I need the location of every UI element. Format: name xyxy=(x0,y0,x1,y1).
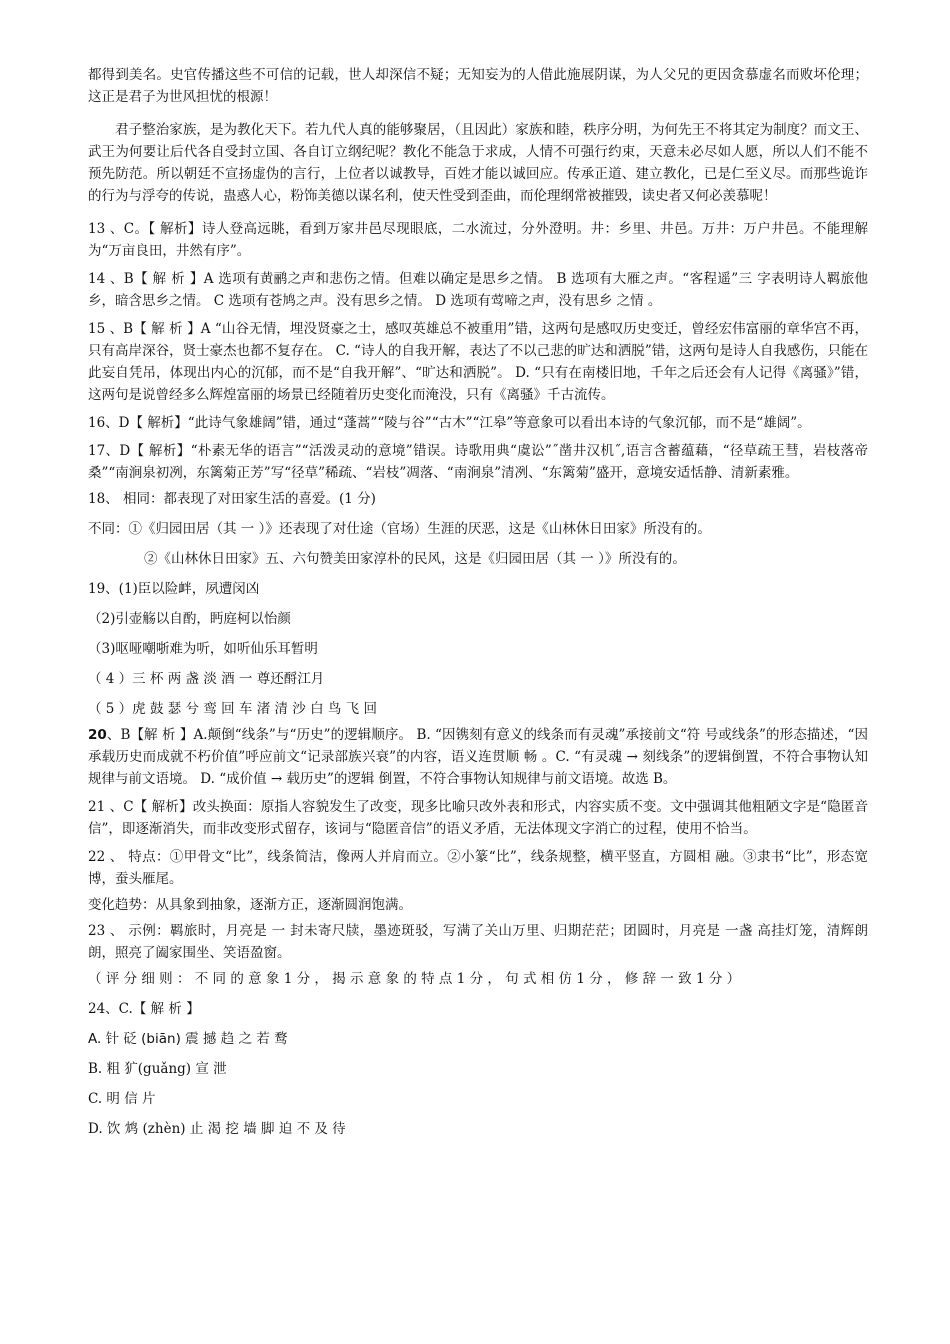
answer-20-number: 20 xyxy=(88,727,107,743)
answer-19-line-2: （2)引壶觞以自酌，眄庭柯以怡颜 xyxy=(88,611,291,627)
answer-19-line-1: 19、(1)臣以险衅，夙遭闵凶 xyxy=(88,581,260,597)
answer-18-head: 18、 相同：都表现了对田家生活的喜爱。(1 分) xyxy=(88,491,376,507)
answer-23-note: （ 评 分 细 则 ： 不 同 的 意 象 1 分 ， 揭 示 意 象 的 特 点 1 分 ， 句 式 相 仿 1 分 ， 修 辞 一 致 1 分 ） xyxy=(88,971,741,987)
answer-22: 22 、 特点：①甲骨文“比”，线条简洁，像两人并肩而立。②小篆“比”，线条规整，横平竖直，方圆相 融。③隶书“比”，形态宽博，蚕头雁尾。 xyxy=(88,849,868,887)
answer-19-line-3: （3)呕哑嘲哳难为听，如听仙乐耳暂明 xyxy=(88,641,318,657)
answer-24-option-d: D. 饮 鸩 (zhèn) 止 渴 挖 墙 脚 迫 不 及 待 xyxy=(88,1121,346,1137)
intro-paragraph-1: 都得到美名。史官传播这些不可信的记载，世人却深信不疑；无知妄为的人借此施展阴谋，为人父兄的更因贪慕虚名而败坏伦理；这正是君子为世风担忧的根源！ xyxy=(88,67,868,105)
answer-24-head: 24、C.【 解 析 】 xyxy=(88,1001,200,1017)
answer-18-diff-1: 不同：①《归园田居（其 一 ）》还表现了对仕途（官场）生涯的厌恶，这是《山林休日田家》所没有的。 xyxy=(88,521,711,537)
answer-24-option-a: A. 针 砭 (biān) 震 撼 趋 之 若 鹜 xyxy=(88,1031,288,1047)
answer-24-option-c: C. 明 信 片 xyxy=(88,1091,156,1107)
answer-23: 23 、 示例：羁旅时，月亮是 一 封未寄尺牍，墨迹斑驳，写满了关山万里、归期茫茫；团圆时，月亮是 一盏 高挂灯笼，清辉朗朗，照亮了阖家围坐、笑语盈窗。 xyxy=(88,923,868,961)
answer-21: 21 、C【 解析】改头换面：原指人容貌发生了改变，现多比喻只改外表和形式，内容实质不变。文中强调其他粗陋文字是“隐匿音信”，即逐渐消失，而非改变形式留存，该词与“隐匿音信”的语义矛盾，无法体现文字消亡的过程，使用不恰当。 xyxy=(88,799,868,837)
answer-13: 13 、C。【 解析】诗人登高远眺，看到万家井邑尽现眼底，二水流过，分外澄明。井：乡里、井邑。万井：万户井邑。不能理解为“万亩良田，井然有序”。 xyxy=(88,221,868,259)
answer-24-option-b: B. 粗 犷(guǎng) 宣 泄 xyxy=(88,1061,227,1077)
answer-19-line-5: （ 5 ）虎 鼓 瑟 兮 鸾 回 车 渚 清 沙 白 鸟 飞 回 xyxy=(88,701,377,717)
answer-20 xyxy=(88,724,868,790)
intro-paragraph-2: 君子整治家族，是为教化天下。若九代人真的能够聚居，（且因此）家族和睦，秩序分明，为何先王不将其定为制度？而文王、武王为何要让后代各自受封立国、各自订立纲纪呢？教化不能急于求成，人情不可强行约束，天意未必尽如人愿，所以人们不能不预先防范。所以朝廷不宣扬虚伪的言行，上位者以诚教导，百姓才能以诚回应。传承正道、建立教化，已是仁至义尽。而那些诡诈的行为与浮夸的传说，蛊惑人心，粉饰美德以谋名利，使天性受到歪曲，而伦理纲常被摧毁，读史者又何必羡慕呢！ xyxy=(88,122,868,204)
answer-19-line-4: （ 4 ）三 杯 两 盏 淡 酒 一 尊还酹江月 xyxy=(88,671,325,687)
answer-20-text: 、B【解 析 】A.颠倒“线条”与“历史”的逻辑顺序。 B. “因镌刻有意义的线条而有灵魂”承接前文“符 号或线条”的形态描述，“因承载历史而成就不朽价值”呼应前文“记录部族兴衰”的内容，语义连贯顺 畅 。C. “有灵魂 → 刻线条”的逻辑倒置，不符合事物认知规律与前文语境。 D. “成价值 → 载历史”的逻辑 倒置，不符合事物认知规律与前文语境。故选 B。 xyxy=(88,727,868,787)
answer-15: 15 、B【 解 析 】A “山谷无情，埋没贤豪之士，感叹英雄总不被重用”错，这两句是感叹历史变迁，曾经宏伟富丽的章华宫不再，只有高岸深谷，贤士豪杰也都不复存在。 C. “诗人的自我开解，表达了不以己悲的旷达和洒脱”错，这两句是诗人自我感伤，只能在此妄自凭吊，体现出内心的沉郁，而不是“自我开解”、“旷达和洒脱”。 D. “只有在南楼旧地，千年之后还会有人记得《离骚》”错，这两句是说曾经多么辉煌富丽的场景已经随着历史变化而淹没，只有《离骚》千古流传。 xyxy=(88,321,868,403)
answer-16: 16、D【 解析】“此诗气象雄阔”错，通过“蓬蒿”“陵与谷”“古木”“江皋”等意象可以看出本诗的气象沉郁，而不是“雄阔”。 xyxy=(88,415,811,431)
answer-17: 17、D【 解析】“朴素无华的语言”“活泼灵动的意境”错误。诗歌用典“虞讼”˝凿井汉机˝,语言含蓄蕴藉，“径草疏王彗，岩枝落帝桑”“南涧泉初冽，东篱菊正芳”写“径草”稀疏、“岩枝”凋落、“南涧泉”清冽、“东篱菊”盛开，意境安适恬静、清新素雅。 xyxy=(88,443,868,481)
answer-document xyxy=(88,64,868,1144)
answer-18-diff-2: ②《山林休日田家》五、六句赞美田家淳朴的民风，这是《归园田居（其 一 ）》所没有的。 xyxy=(144,551,686,567)
answer-22-trend: 变化趋势：从具象到抽象，逐渐方正，逐渐圆润饱满。 xyxy=(88,897,412,913)
answer-14: 14 、B【 解 析 】A 选项有黄鹂之声和悲伤之情。但难以确定是思乡之情。 B 选项有大雁之声。“客程遥”三 字表明诗人羁旅他乡，暗含思乡之情。 C 选项有苍鸠之声。没有思乡之情。 D 选项有莺啼之声，没有思乡 之情 。 xyxy=(88,271,868,309)
